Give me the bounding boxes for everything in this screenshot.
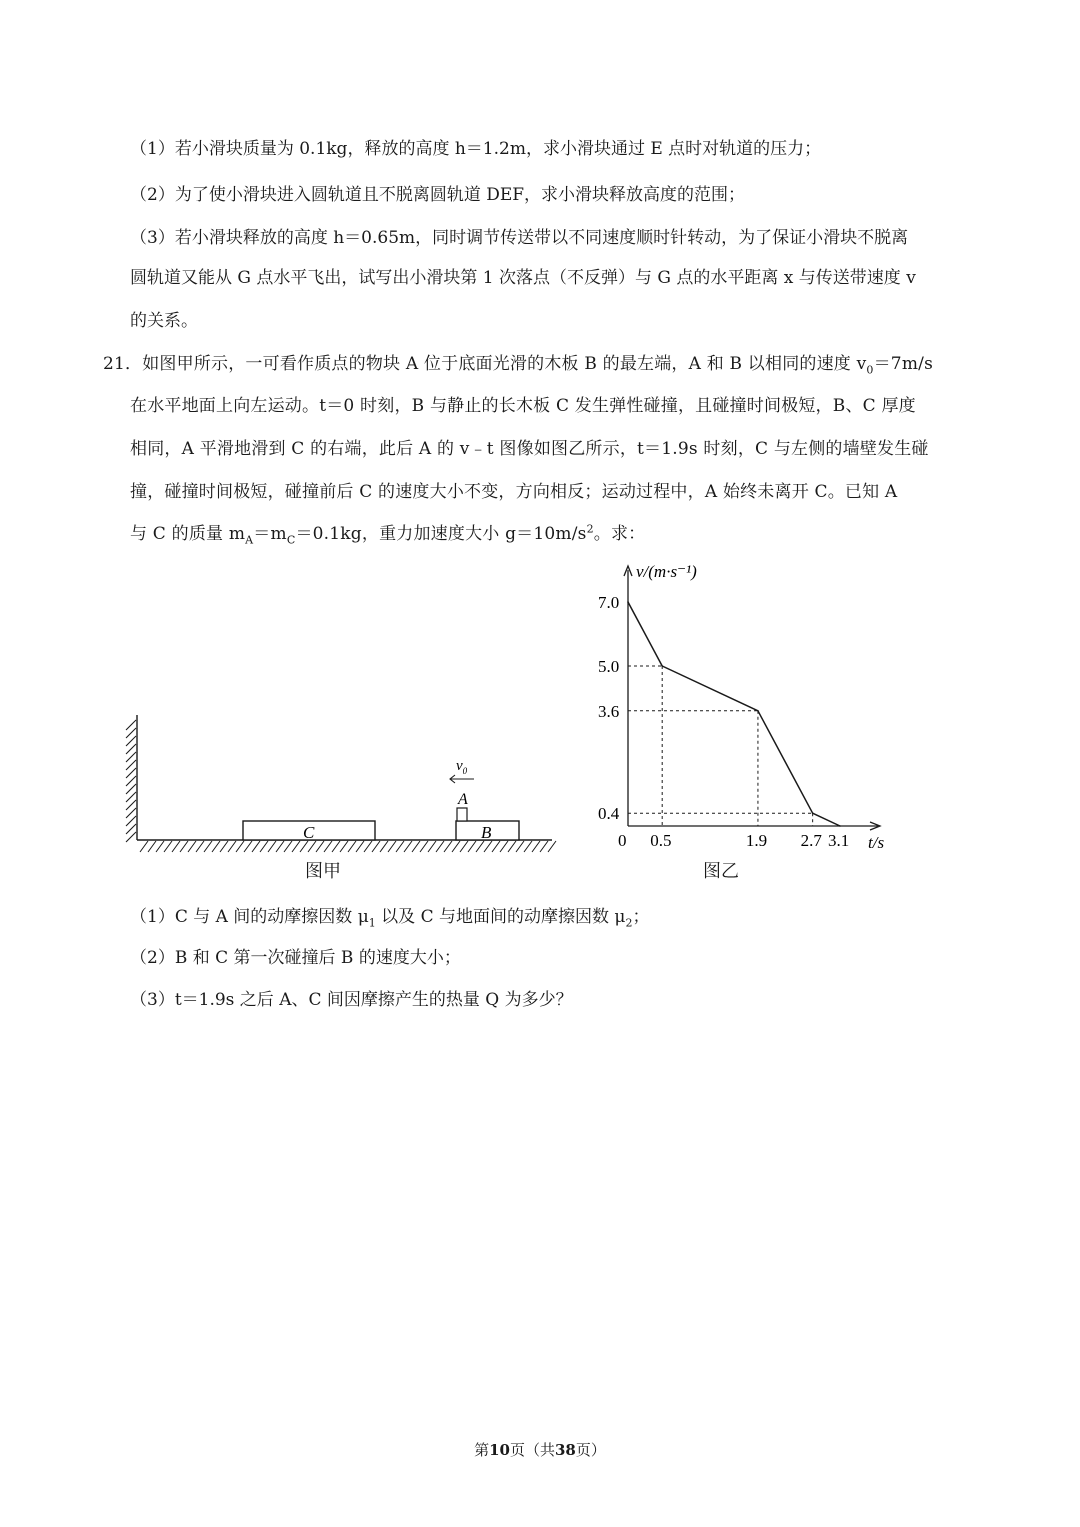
hatch-mark: [244, 841, 252, 852]
hatch-mark: [332, 841, 340, 852]
y-tick-label: 5.0: [598, 657, 620, 676]
hatch-mark: [420, 841, 428, 852]
hatch-mark: [548, 841, 556, 852]
hatch-mark: [284, 841, 292, 852]
series-point: [627, 601, 629, 603]
wall-hatch-mark: [126, 720, 136, 730]
wall-hatch-mark: [126, 784, 136, 794]
hatch-mark: [540, 841, 548, 852]
hatch-mark: [300, 841, 308, 852]
series-segment: [662, 666, 758, 711]
q21-number: 21．: [103, 354, 143, 374]
hatch-mark: [236, 841, 244, 852]
hatch-mark: [492, 841, 500, 852]
hatch-mark: [452, 841, 460, 852]
figure-yi: [590, 556, 900, 856]
wall-hatch-mark: [126, 832, 136, 842]
hatch-mark: [164, 841, 172, 852]
prev-sub3-line2: 圆轨道又能从 G 点水平飞出，试写出小滑块第 1 次落点（不反弹）与 G 点的水平距离 x 与传送带速度 v: [130, 268, 916, 288]
prev-sub3-line3: 的关系。: [130, 311, 198, 331]
hatch-mark: [404, 841, 412, 852]
hatch-mark: [292, 841, 300, 852]
hatch-mark: [436, 841, 444, 852]
hatch-mark: [428, 841, 436, 852]
figure-jia-drawing: [120, 700, 560, 865]
wall-hatch-mark: [126, 776, 136, 786]
q21-line1: 21．如图甲所示，一可看作质点的物块 A 位于底面光滑的木板 B 的最左端，A 和 B 以相同的速度 $v_0=7m/s$: [103, 354, 933, 377]
x-tick-label: 0.5: [650, 831, 672, 850]
wall-hatch-mark: [126, 792, 136, 802]
hatch-mark: [276, 841, 284, 852]
q21-sub3: （3）t＝1.9s 之后 A、C 间因摩擦产生的热量 Q 为多少？: [130, 990, 573, 1010]
velocity-arrow: [450, 775, 474, 783]
page-total: 38: [555, 1441, 576, 1459]
hatch-mark: [180, 841, 188, 852]
hatch-mark: [260, 841, 268, 852]
hatch-mark: [356, 841, 364, 852]
q21-line3: 相同，A 平滑地滑到 C 的右端，此后 A 的 v﹣t 图像如图乙所示，t＝1.9s 时刻，C 与左侧的墙壁发生碰: [130, 439, 929, 459]
prev-sub3-line1: （3）若小滑块释放的高度 h＝0.65m，同时调节传送带以不同速度顺时针转动，为了保证小滑块不脱离: [130, 228, 909, 248]
q21-sub2: （2）B 和 C 第一次碰撞后 B 的速度大小；: [130, 948, 461, 968]
series-segment: [813, 813, 840, 826]
series-point: [757, 710, 759, 712]
hatch-mark: [500, 841, 508, 852]
vt-chart: [590, 556, 900, 856]
hatch-mark: [348, 841, 356, 852]
q21-line2: 在水平地面上向左运动。t＝0 时刻，B 与静止的长木板 C 发生弹性碰撞，且碰撞时间极短，B、C 厚度: [130, 396, 916, 416]
series-point: [812, 812, 814, 814]
hatch-mark: [484, 841, 492, 852]
hatch-mark: [532, 841, 540, 852]
hatch-mark: [324, 841, 332, 852]
label-b: B: [481, 823, 492, 842]
x-tick-label: 1.9: [745, 831, 768, 850]
caption-yi: 图乙: [703, 861, 739, 882]
series-point: [661, 665, 663, 667]
x-axis-label: t/s: [868, 833, 885, 852]
hatch-mark: [228, 841, 236, 852]
caption-jia: 图甲: [305, 861, 341, 882]
hatch-mark: [188, 841, 196, 852]
hatch-mark: [444, 841, 452, 852]
q21-line5: 与 C 的质量 $m_A=m_C=0.1kg$，重力加速度大小 $g=10m/s^2$。求：: [130, 522, 646, 547]
hatch-mark: [396, 841, 404, 852]
figure-jia: [120, 700, 560, 865]
wall-hatch-mark: [126, 728, 136, 738]
y-tick-label: 7.0: [598, 593, 620, 612]
hatch-mark: [340, 841, 348, 852]
hatch-mark: [268, 841, 276, 852]
x-tick-label: 0: [618, 831, 627, 850]
hatch-mark: [460, 841, 468, 852]
hatch-mark: [364, 841, 372, 852]
label-a: A: [458, 791, 468, 808]
wall-hatch-mark: [126, 800, 136, 810]
page-footer: 第10页（共38页）: [474, 1441, 606, 1459]
label-c: C: [303, 823, 315, 842]
hatch-mark: [508, 841, 516, 852]
hatch-mark: [388, 841, 396, 852]
guide-lines: [628, 666, 813, 826]
hatch-mark: [156, 841, 164, 852]
hatch-mark: [476, 841, 484, 852]
wall-hatch-mark: [126, 808, 136, 818]
wall-hatch-mark: [126, 736, 136, 746]
wall-hatch-mark: [126, 760, 136, 770]
series-segment: [758, 711, 813, 813]
hatch-mark: [372, 841, 380, 852]
wall-hatch-mark: [126, 816, 136, 826]
hatch-mark: [516, 841, 524, 852]
hatch-mark: [220, 841, 228, 852]
hatch-mark: [524, 841, 532, 852]
y-tick-label: 0.4: [598, 804, 620, 824]
wall-hatch-mark: [126, 768, 136, 778]
hatch-mark: [316, 841, 324, 852]
q21-sub1: （1）C 与 A 间的动摩擦因数 $\mu_1$ 以及 C 与地面间的动摩擦因数 $\mu_2$；: [130, 907, 650, 930]
prev-sub1: （1）若小滑块质量为 0.1kg，释放的高度 h＝1.2m，求小滑块通过 E 点时对轨道的压力；: [130, 139, 822, 159]
wall-hatch-mark: [126, 824, 136, 834]
series-a: [627, 601, 841, 827]
q21-line4: 撞，碰撞时间极短，碰撞前后 C 的速度大小不变，方向相反；运动过程中，A 始终未离开 C。已知 A: [130, 482, 898, 502]
y-axis-label: v/(m·s⁻¹): [636, 562, 697, 581]
hatch-mark: [252, 841, 260, 852]
hatch-mark: [204, 841, 212, 852]
hatch-mark: [140, 841, 148, 852]
hatch-mark: [380, 841, 388, 852]
hatch-mark: [412, 841, 420, 852]
hatch-mark: [308, 841, 316, 852]
hatch-mark: [212, 841, 220, 852]
x-tick-label: 2.7: [800, 831, 822, 850]
x-tick-label: 3.1: [828, 831, 850, 850]
series-point: [839, 825, 841, 827]
wall-hatch-mark: [126, 744, 136, 754]
hatch-mark: [468, 841, 476, 852]
series-segment: [628, 602, 662, 666]
hatch-mark: [172, 841, 180, 852]
prev-sub2: （2）为了使小滑块进入圆轨道且不脱离圆轨道 DEF，求小滑块释放高度的范围；: [130, 185, 746, 205]
page-number: 10: [489, 1441, 510, 1459]
label-v0: $v_0$: [456, 758, 468, 776]
wall-hatch-mark: [126, 752, 136, 762]
hatch-mark: [148, 841, 156, 852]
y-tick-label: 3.6: [598, 701, 620, 721]
hatch-mark: [196, 841, 204, 852]
block-a: [457, 808, 467, 821]
